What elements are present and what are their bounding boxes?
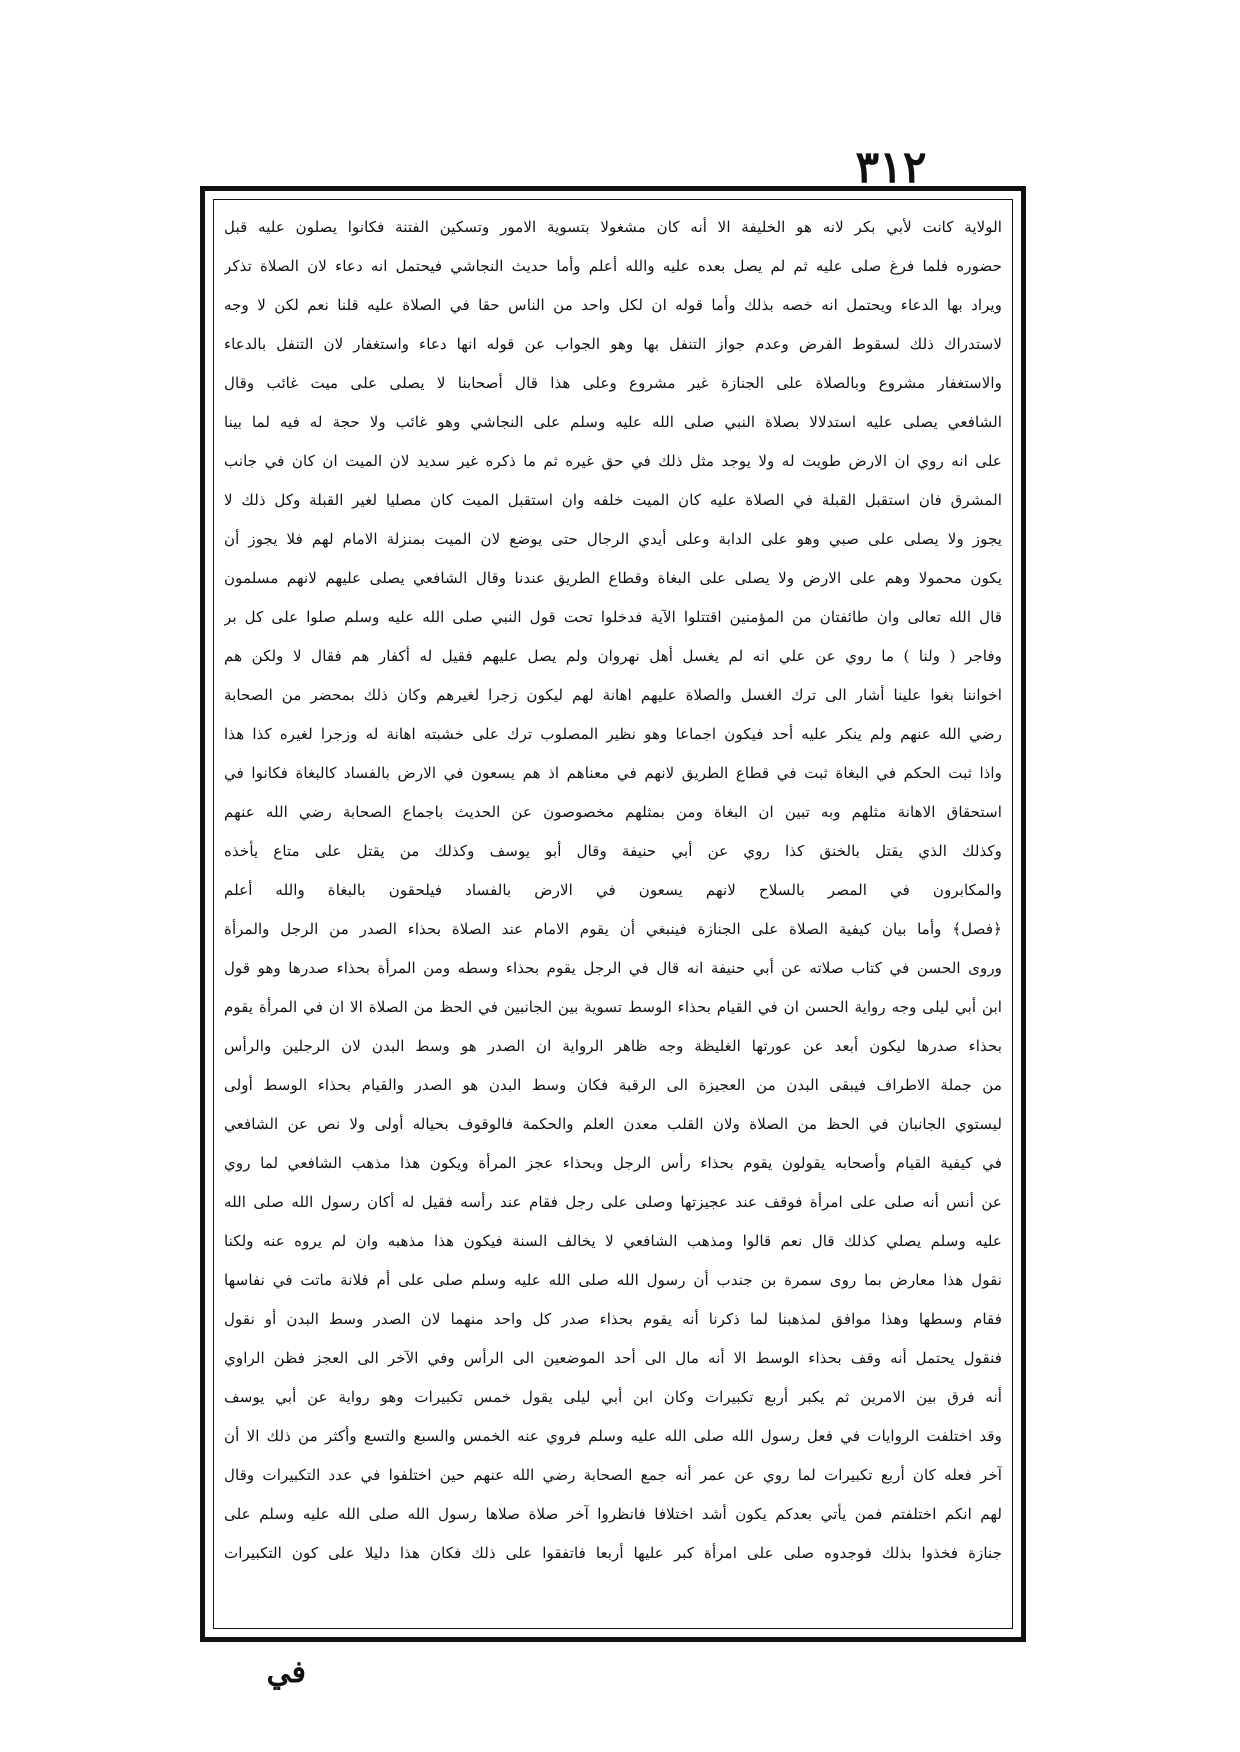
text-line: استحقاق الاهانة مثلهم وبه تبين ان البغاة ومن بمثلهم مخصوصون عن الحديث باجماع الصحابة رضي الله عنهم — [224, 803, 1002, 821]
text-line: بحذاء صدرها ليكون أبعد عن عورتها الغليظة وجه ظاهر الرواية ان الصدر هو وسط البدن لان الرجلين والرأس — [224, 1037, 1002, 1055]
text-line: ليستوي الجانبان في الحظ من الصلاة ولان القلب معدن العلم والحكمة فالوقوف بحياله أولى ولا نص عن الشافعي — [224, 1115, 1002, 1133]
text-line: في كيفية القيام وأصحابه يقولون يقوم بحذاء رأس الرجل وبحذاء عجز المرأة ويكون هذا مذهب الشافعي لما روي — [224, 1154, 1002, 1172]
text-line: عليه وسلم يصلي كذلك قال نعم قالوا ومذهب الشافعي لا يخالف السنة فيكون هذا مذهبه وان لم يروه عنه ولكنا — [224, 1232, 1002, 1250]
text-line: وكذلك الذي يقتل بالخنق كذا روي عن أبي حنيفة وقال أبو يوسف وكذلك من يقتل على متاع يأخذه — [224, 842, 1002, 860]
text-line: لهم انكم اختلفتم فمن يأتي بعدكم يكون أشد اختلافا فانظروا آخر صلاة صلاها رسول الله صلى الله عليه وسلم على — [224, 1505, 1002, 1523]
text-line: والمكابرون في المصر بالسلاح لانهم يسعون في الارض بالفساد فيلحقون بالبغاة والله أعلم — [224, 881, 1002, 899]
text-line: يجوز ولا يصلى على صبي وهو على الدابة وعلى أيدي الرجال حتى يوضع لان الميت بمنزلة الامام لهم فلا يجوز أن — [224, 530, 1002, 548]
text-line: من جملة الاطراف فيبقى البدن من العجيزة الى الرقبة فكان وسط البدن هو الصدر والقيام بحذاء الوسط أولى — [224, 1076, 1002, 1094]
text-frame — [200, 186, 1026, 1642]
text-line: وروى الحسن في كتاب صلاته عن أبي حنيفة انه قال في الرجل يقوم بحذاء وسطه ومن المرأة بحذاء صدرها وهو قول — [224, 959, 1002, 977]
text-line: الشافعي يصلى عليه استدلالا بصلاة النبي صلى الله عليه وسلم على النجاشي وهو غائب ولا حجة له فيه لما بينا — [224, 413, 1002, 431]
text-line: رضي الله عنهم ولم ينكر عليه أحد فيكون اجماعا وهو نظير المصلوب ترك على خشبته اهانة له وزجرا لغيره كذا هذا — [224, 725, 1002, 743]
text-line: قال الله تعالى وان طائفتان من المؤمنين اقتتلوا الآية فدخلوا تحت قول النبي صلى الله عليه وسلم صلوا على كل بر — [224, 608, 1002, 626]
text-line: أنه فرق بين الامرين ثم يكبر أربع تكبيرات وكان ابن أبي ليلى يقول خمس تكبيرات وهو رواية عن أبي يوسف — [224, 1388, 1002, 1406]
text-line: جنازة فخذوا بذلك فوجدوه صلى على امرأة كبر عليها أربعا فاتفقوا على ذلك فكان هذا دليلا على كون التكبيرات — [224, 1544, 1002, 1562]
text-line: حضوره فلما فرغ صلى عليه ثم لم يصل بعده عليه والله أعلم وأما حديث النجاشي فيحتمل انه دعاء لان الصلاة تذكر — [224, 257, 1002, 275]
page-number: ٣١٢ — [855, 142, 927, 193]
text-line: وقد اختلفت الروايات في فعل رسول الله صلى الله عليه وسلم فروي عنه الخمس والسبع والتسع وأكثر من ذلك الا أن — [224, 1427, 1002, 1445]
text-line: المشرق فان استقبل القبلة في الصلاة عليه كان الميت خلفه وان استقبل الميت كان مصليا لغير القبلة وكل ذلك لا — [224, 491, 1002, 509]
text-line: عن أنس أنه صلى على امرأة فوقف عند عجيزتها وصلى على رجل فقام عند رأسه فقيل له أكان رسول الله صلى الله — [224, 1193, 1002, 1211]
text-line: والاستغفار مشروع وبالصلاة على الجنازة غير مشروع وعلى هذا قال أصحابنا لا يصلى على ميت غائب وقال — [224, 374, 1002, 392]
text-line: آخر فعله كان أربع تكبيرات لما روي عن عمر أنه جمع الصحابة رضي الله عنهم حين اختلفوا في عدد التكبيرات وقال — [224, 1466, 1002, 1484]
text-line: فقام وسطها وهذا موافق لمذهبنا لما ذكرنا أنه يقوم بحذاء صدر كل واحد منهما لان الصدر وسط البدن أو نقول — [224, 1310, 1002, 1328]
text-frame-inner — [213, 199, 1013, 1629]
text-line: يكون محمولا وهم على الارض ولا يصلى على البغاة وقطاع الطريق عندنا وقال الشافعي يصلى عليهم لانهم مسلمون — [224, 569, 1002, 587]
text-line: ابن أبي ليلى وجه رواية الحسن ان في القيام بحذاء الوسط تسوية بين الجانبين في الحظ من الصلاة الا ان في المرأة يقوم — [224, 998, 1002, 1016]
text-line: على انه روي ان الارض طويت له ولا يوجد مثل ذلك في حق غيره ثم ما ذكره غير سديد لان الميت ان كان في جانب — [224, 452, 1002, 470]
text-line: الولاية كانت لأبي بكر لانه هو الخليفة الا أنه كان مشغولا بتسوية الامور وتسكين الفتنة فكانوا يصلون عليه قبل — [224, 218, 1002, 236]
text-line: نقول هذا معارض بما روى سمرة بن جندب أن رسول الله صلى الله عليه وسلم صلى على أم فلانة ماتت في نفاسها — [224, 1271, 1002, 1289]
text-line: لاستدراك ذلك لسقوط الفرض وعدم جواز التنفل بها وهو الجواب عن قوله انها دعاء واستغفار لان التنفل بالدعاء — [224, 335, 1002, 353]
text-line: ويراد بها الدعاء ويحتمل انه خصه بذلك وأما قوله ان لكل واحد من الناس حقا في الصلاة عليه قلنا نعم لكن لا وجه — [224, 296, 1002, 314]
text-line: اخواننا بغوا علينا أشار الى ترك الغسل والصلاة عليهم اهانة لهم ليكون زجرا لغيرهم وكان ذلك بمحضر من الصحابة — [224, 686, 1002, 704]
text-body — [214, 200, 1012, 1628]
text-line: وفاجر ( ولنا ) ما روي عن علي انه لم يغسل أهل نهروان ولم يصل عليهم فقيل له أكفار هم فقال لا ولكن هم — [224, 647, 1002, 665]
catchword: في — [266, 1655, 306, 1690]
text-line: فنقول يحتمل أنه وقف بحذاء الوسط الا أنه مال الى أحد الموضعين الى الرأس وفي الآخر الى العجز فظن الراوي — [224, 1349, 1002, 1367]
text-line: واذا ثبت الحكم في البغاة ثبت في قطاع الطريق لانهم في معناهم اذ هم يسعون في الارض بالفساد كالبغاة فكانوا في — [224, 764, 1002, 782]
text-line: ﴿فصل﴾ وأما بيان كيفية الصلاة على الجنازة فينبغي أن يقوم الامام عند الصلاة بحذاء الصدر من الرجل والمرأة — [224, 920, 1002, 938]
